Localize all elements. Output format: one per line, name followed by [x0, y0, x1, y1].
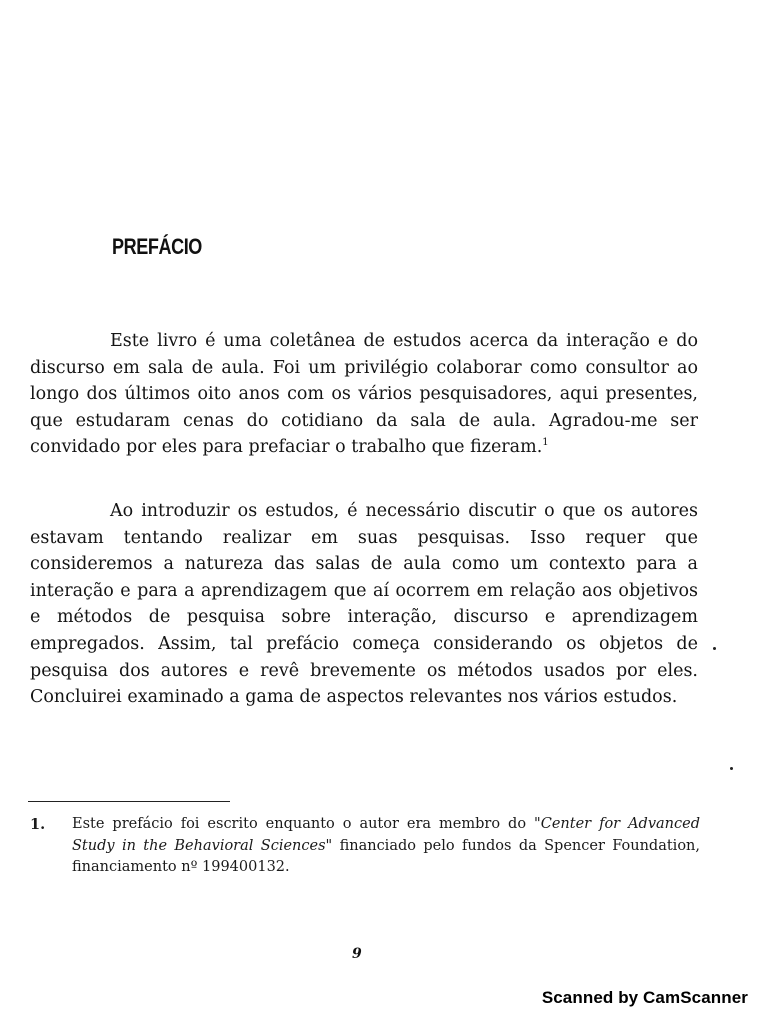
footnote-text-start: Este prefácio foi escrito enquanto o autor era membro do " — [72, 816, 541, 832]
paragraph-2-text: Ao introduzir os estudos, é necessário discutir o que os autores estavam tentando realizar em suas pesquisas. Isso requer que consideremos a natureza das salas de aula como um contexto para a interação e para a aprendizagem que aí ocorrem em relação aos objetivos e métodos de pesquisa sobre interação, discurso e aprendizagem empregados. Assim, tal prefácio começa considerando os objetos de pesquisa dos autores e revê brevemente os métodos usados por eles. Concluirei examinado a gama de aspectos relevantes nos vários estudos. — [30, 501, 698, 708]
chapter-heading: PREFÁCIO — [112, 234, 202, 259]
paragraph-1 — [30, 328, 698, 461]
paragraph-2 — [30, 498, 698, 711]
footnote-number: 1. — [30, 816, 46, 833]
footnote-divider — [28, 801, 230, 802]
scanner-watermark: Scanned by CamScanner — [541, 988, 748, 1007]
footnote-reference: 1 — [542, 437, 549, 449]
paragraph-1-text: Este livro é uma coletânea de estudos acerca da interação e do discurso em sala de aula. Foi um privilégio colaborar como consultor ao longo dos últimos oito anos com os vários pesquisadores, aqui presentes, que estudaram cenas do cotidiano da sala de aula. Agradou-me ser convidado por eles para prefaciar o trabalho que fizeram. — [30, 331, 698, 458]
footnote-text — [72, 814, 700, 879]
footnote-italic-title: Center for Advanced Study in the Behavioral Sciences — [72, 816, 700, 854]
scan-speck — [713, 647, 716, 650]
page-number: 9 — [352, 946, 362, 962]
footnote-text-end: " financiado pelo fundos da Spencer Foundation, financiamento nº 199400132. — [72, 837, 700, 875]
footnote — [30, 814, 700, 879]
scan-speck — [730, 767, 733, 770]
